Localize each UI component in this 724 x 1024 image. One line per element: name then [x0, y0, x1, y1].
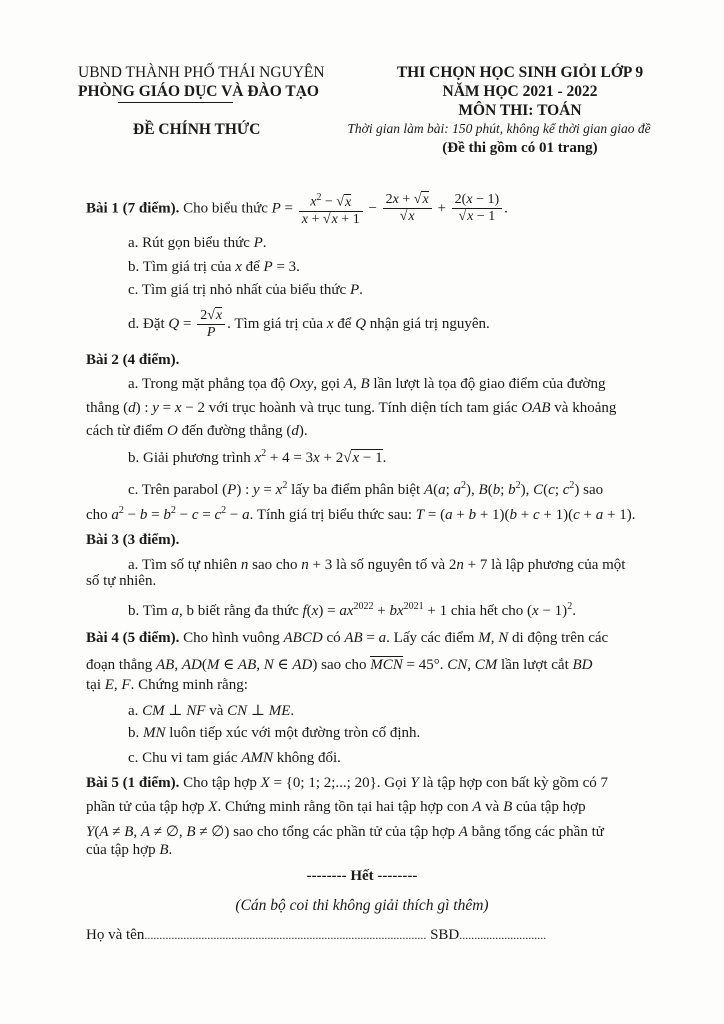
time-note: Thời gian làm bài: 150 phút, không kể thời gian giao đề: [347, 121, 651, 136]
bai1-b: b. Tìm giá trị của x để P = 3.: [128, 259, 300, 275]
bai5-title: Bài 5 (1 điểm).: [86, 775, 180, 791]
bai5-l2-text: phần tử của tập hợp: [86, 799, 205, 815]
bai4-l2-text: đoạn thẳng: [86, 657, 153, 673]
bai4-title: Bài 4 (5 điểm).: [86, 630, 180, 646]
bai3-a-line2: số tự nhiên.: [86, 573, 157, 589]
candidate-info: [86, 927, 546, 944]
bai4-l3-text: tại: [86, 677, 101, 693]
bai4-line2: đoạn thẳng AB, AD(M ∈ AB, N ∈ AD) sao cho MCN = 45°. CN, CM lần lượt cắt BD: [86, 657, 593, 673]
bai1-d: d. Đặt Q = $\frac{2√x}{P}$ . Tìm giá trị của x để Q nhận giá trị nguyên.: [128, 308, 490, 340]
bai1-statement: Bài 1 (7 điểm). Cho biểu thức P = $\frac{x^2 - √x}{x + √x + 1}$ − $\frac{2x + √x}{√x}$ + $\frac{2(x - 1)}{√x - 1}$ .: [86, 192, 508, 227]
office-name: PHÒNG GIÁO DỤC VÀ ĐÀO TẠO: [78, 83, 319, 100]
bai1-title: Bài 1 (7 điểm).: [86, 200, 180, 217]
bai2-a-line2: thẳng (d) : y = x − 2 với trục hoành và trục tung. Tính diện tích tam giác OAB và khoảng: [86, 400, 617, 416]
school-year: NĂM HỌC 2021 - 2022: [442, 83, 598, 100]
bai3-a-line1: a. Tìm số tự nhiên n sao cho n + 3 là số nguyên tố và 2n + 7 là lập phương của một: [128, 557, 626, 573]
subject: MÔN THI: TOÁN: [458, 102, 582, 119]
bai1-d-post: . Tìm giá trị của: [227, 315, 324, 332]
bai2-a1-text: a. Trong mặt phẳng tọa độ: [128, 376, 286, 392]
sbd-label: SBD: [430, 927, 460, 943]
bai1-b-text: b. Tìm giá trị của: [128, 259, 232, 275]
bai2-a2-text: thẳng: [86, 400, 120, 416]
bai2-a3-text: cách từ điểm: [86, 423, 164, 439]
bai2-b-text: b. Giải phương trình: [128, 450, 251, 466]
bai4-c: c. Chu vi tam giác AMN không đổi.: [128, 750, 341, 766]
bai4-line1: Bài 4 (5 điểm). Cho hình vuông ABCD có AB = a. Lấy các điểm M, N di động trên các: [86, 630, 609, 646]
page-count-note: (Đề thi gồm có 01 trang): [442, 140, 598, 156]
bai3-title: Bài 3 (3 điểm).: [86, 532, 180, 548]
bai5-line2: phần tử của tập hợp X. Chứng minh rằng tồn tại hai tập hợp con A và B của tập hợp: [86, 799, 586, 815]
exam-title: THI CHỌN HỌC SINH GIỎI LỚP 9: [396, 64, 644, 81]
bai5-line3: Y(A ≠ B, A ≠ ∅, B ≠ ∅) sao cho tổng các phần tử của tập hợp A bằng tổng các phần tử: [86, 824, 604, 840]
bai1-intro: Cho biểu thức: [183, 200, 268, 217]
bai1-c-text: c. Tìm giá trị nhỏ nhất của biểu thức: [128, 282, 347, 298]
bai5-line4: của tập hợp B.: [86, 842, 173, 858]
bai4-a: a. CM ⊥ NF và CN ⊥ ME.: [128, 703, 295, 719]
sbd-blank: .............................: [459, 928, 547, 942]
bai2-c-line2: cho $a^2 - b = b^2 - c = c^2 - a$. Tính giá trị biểu thức sau: T = (a + b + 1)(b + c + 1)(c + a + 1).: [86, 505, 636, 523]
bai1-d-pre: d. Đặt: [128, 315, 165, 332]
header-underline: [118, 102, 233, 103]
bai4-line3: tại E, F. Chứng minh rằng:: [86, 677, 248, 693]
bai2-b: b. Giải phương trình $x^2 + 4 = 3x + 2√x - 1$.: [128, 448, 387, 466]
bai1-a: a. Rút gọn biểu thức P.: [128, 235, 267, 251]
end-marker: -------- Hết --------: [306, 868, 418, 884]
invigilator-note: (Cán bộ coi thi không giải thích gì thêm): [235, 897, 489, 914]
bai4-a-text: a.: [128, 703, 139, 719]
bai3-a1-text: a. Tìm số tự nhiên: [128, 557, 238, 573]
bai5-l4-text: của tập hợp: [86, 842, 156, 858]
bai3-b: b. Tìm a, b biết rằng đa thức $f(x) = ax^{2022} + bx^{2021} + 1$ chia hết cho $(x - 1)^2$.: [128, 601, 576, 619]
bai2-a-line3: cách từ điểm O đến đường thẳng (d).: [86, 423, 308, 439]
bai1-c: c. Tìm giá trị nhỏ nhất của biểu thức P.: [128, 282, 363, 298]
bai2-title: Bài 2 (4 điểm).: [86, 352, 180, 368]
bai3-b-text: b. Tìm: [128, 603, 168, 619]
bai2-c2-text: cho: [86, 507, 108, 523]
bai2-c-line1: c. Trên parabol (P) : $y = x^2$ lấy ba điểm phân biệt A(a; $a^2$), B(b; $b^2$), C(c; $c^2$) sao: [128, 480, 604, 498]
name-label: Họ và tên: [86, 927, 145, 943]
department-name: UBND THÀNH PHỐ THÁI NGUYÊN: [78, 64, 325, 81]
bai4-b: b. MN luôn tiếp xúc với một đường tròn cố định.: [128, 725, 421, 741]
official-label: ĐỀ CHÍNH THỨC: [133, 121, 261, 138]
name-blank: ..............................................................................................: [144, 928, 427, 942]
bai5-line1: Bài 5 (1 điểm). Cho tập hợp X = {0; 1; 2;...; 20}. Gọi Y là tập hợp con bất kỳ gồm có 7: [86, 775, 609, 791]
bai2-c1-text: c. Trên parabol: [128, 482, 219, 498]
bai1-a-text: a. Rút gọn biểu thức: [128, 235, 250, 251]
bai4-c-text: c. Chu vi tam giác: [128, 750, 238, 766]
bai2-a-line1: a. Trong mặt phẳng tọa độ Oxy, gọi A, B lần lượt là tọa độ giao điểm của đường: [128, 376, 606, 392]
bai4-b-text: b.: [128, 725, 140, 741]
